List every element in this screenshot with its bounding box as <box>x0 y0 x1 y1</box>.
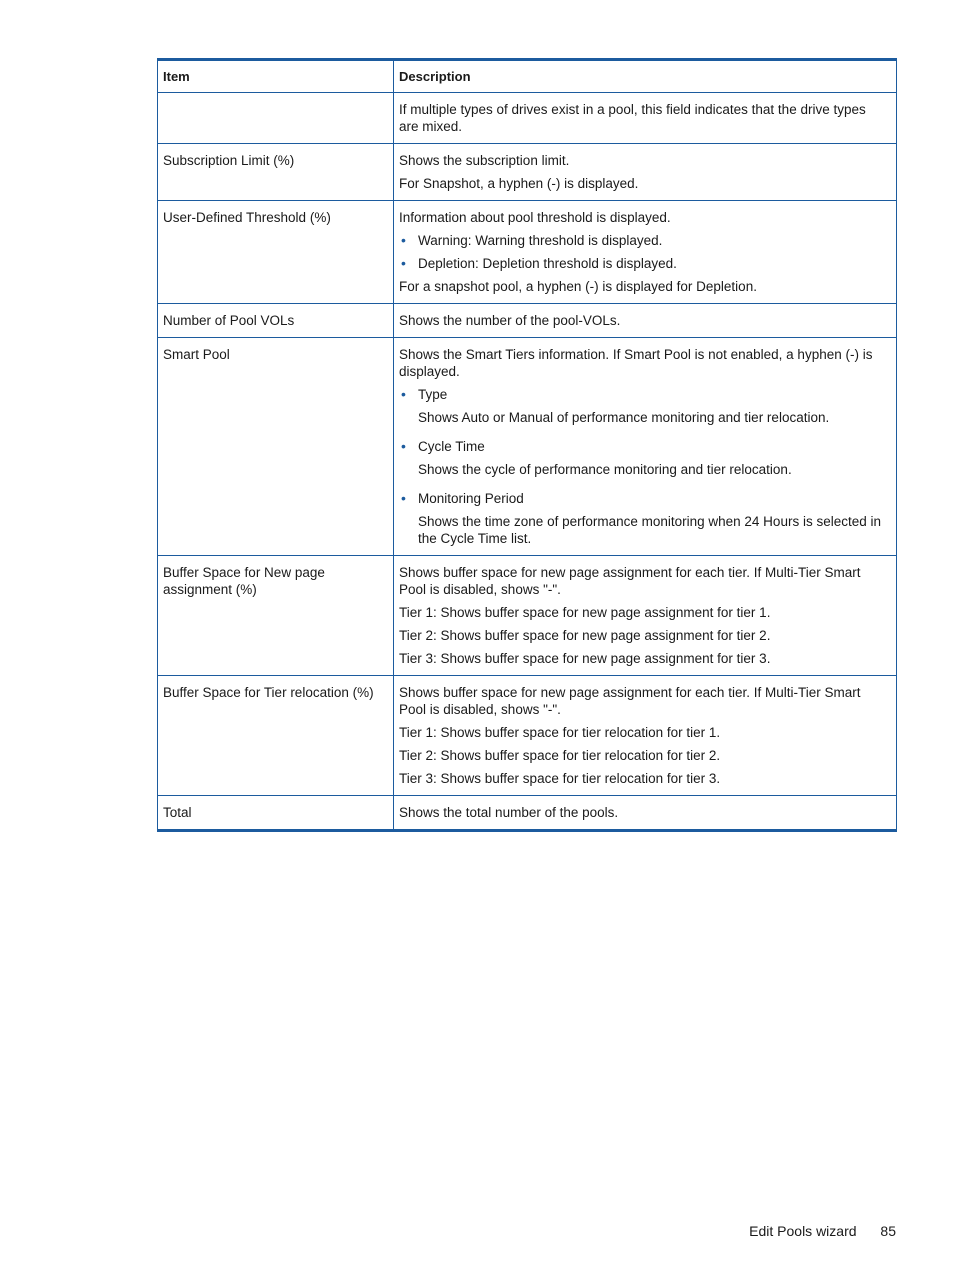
row-description <box>394 338 896 555</box>
bullet-item <box>399 232 888 249</box>
table-row <box>158 675 896 795</box>
row-description <box>394 201 896 303</box>
row-item: Buffer Space for Tier relocation (%) <box>158 676 394 795</box>
desc-text: Shows buffer space for new page assignment for each tier. If Multi-Tier Smart Pool is disabled, shows "-". <box>399 685 861 717</box>
bullet-icon: • <box>401 232 406 248</box>
desc-text: Tier 3: Shows buffer space for new page assignment for tier 3. <box>399 651 771 666</box>
page-number: 85 <box>880 1223 896 1239</box>
page-footer <box>749 1223 896 1239</box>
description-table <box>157 58 897 832</box>
table-row <box>158 795 896 829</box>
desc-text: For a snapshot pool, a hyphen (-) is displayed for Depletion. <box>399 279 757 294</box>
table-row <box>158 337 896 555</box>
bullet-text: Warning: Warning threshold is displayed. <box>418 233 663 248</box>
row-description <box>394 676 896 795</box>
bullet-text: Shows the cycle of performance monitoring and tier relocation. <box>418 462 792 477</box>
desc-text: Shows the Smart Tiers information. If Smart Pool is not enabled, a hyphen (-) is displayed. <box>399 347 873 379</box>
desc-text: Tier 2: Shows buffer space for tier relocation for tier 2. <box>399 748 721 763</box>
desc-text: Tier 3: Shows buffer space for tier relocation for tier 3. <box>399 771 721 786</box>
desc-text: Shows buffer space for new page assignment for each tier. If Multi-Tier Smart Pool is disabled, shows "-". <box>399 565 861 597</box>
desc-text: Shows the subscription limit. <box>399 153 570 168</box>
desc-text: Tier 1: Shows buffer space for new page assignment for tier 1. <box>399 605 771 620</box>
table-row <box>158 92 896 143</box>
bullet-item <box>399 386 888 426</box>
bullet-icon: • <box>401 386 406 402</box>
desc-text: Tier 1: Shows buffer space for tier relocation for tier 1. <box>399 725 721 740</box>
desc-text: If multiple types of drives exist in a pool, this field indicates that the drive types are mixed. <box>399 102 866 134</box>
row-description <box>394 144 896 200</box>
row-item: Total <box>158 796 394 829</box>
header-description: Description <box>399 69 471 84</box>
row-item: Buffer Space for New page assignment (%) <box>158 556 394 675</box>
row-description <box>394 556 896 675</box>
row-item: Smart Pool <box>158 338 394 555</box>
table-row <box>158 555 896 675</box>
desc-text: For Snapshot, a hyphen (-) is displayed. <box>399 176 639 191</box>
row-item <box>158 93 394 143</box>
bullet-text: Shows the time zone of performance monitoring when 24 Hours is selected in the Cycle Time list. <box>418 514 881 546</box>
bullet-title: Type <box>418 387 448 402</box>
row-item: User-Defined Threshold (%) <box>158 201 394 303</box>
bullet-icon: • <box>401 490 406 506</box>
bullet-icon: • <box>401 255 406 271</box>
row-item: Number of Pool VOLs <box>158 304 394 337</box>
row-description <box>394 304 896 337</box>
footer-section-title: Edit Pools wizard <box>749 1223 857 1239</box>
desc-text: Information about pool threshold is displayed. <box>399 210 671 225</box>
bullet-item <box>399 490 888 547</box>
bullet-item <box>399 255 888 272</box>
bullet-item <box>399 438 888 478</box>
bullet-title: Cycle Time <box>418 439 485 454</box>
table-header-row <box>158 61 896 92</box>
row-description <box>394 796 896 829</box>
bullet-title: Monitoring Period <box>418 491 524 506</box>
bullet-icon: • <box>401 438 406 454</box>
header-item: Item <box>158 61 394 92</box>
row-item: Subscription Limit (%) <box>158 144 394 200</box>
table-row <box>158 200 896 303</box>
table-row <box>158 143 896 200</box>
table-row <box>158 303 896 337</box>
bullet-text: Depletion: Depletion threshold is displayed. <box>418 256 677 271</box>
desc-text: Shows the number of the pool-VOLs. <box>399 313 621 328</box>
desc-text: Tier 2: Shows buffer space for new page assignment for tier 2. <box>399 628 771 643</box>
desc-text: Shows the total number of the pools. <box>399 805 619 820</box>
row-description <box>394 93 896 143</box>
bullet-text: Shows Auto or Manual of performance monitoring and tier relocation. <box>418 410 830 425</box>
